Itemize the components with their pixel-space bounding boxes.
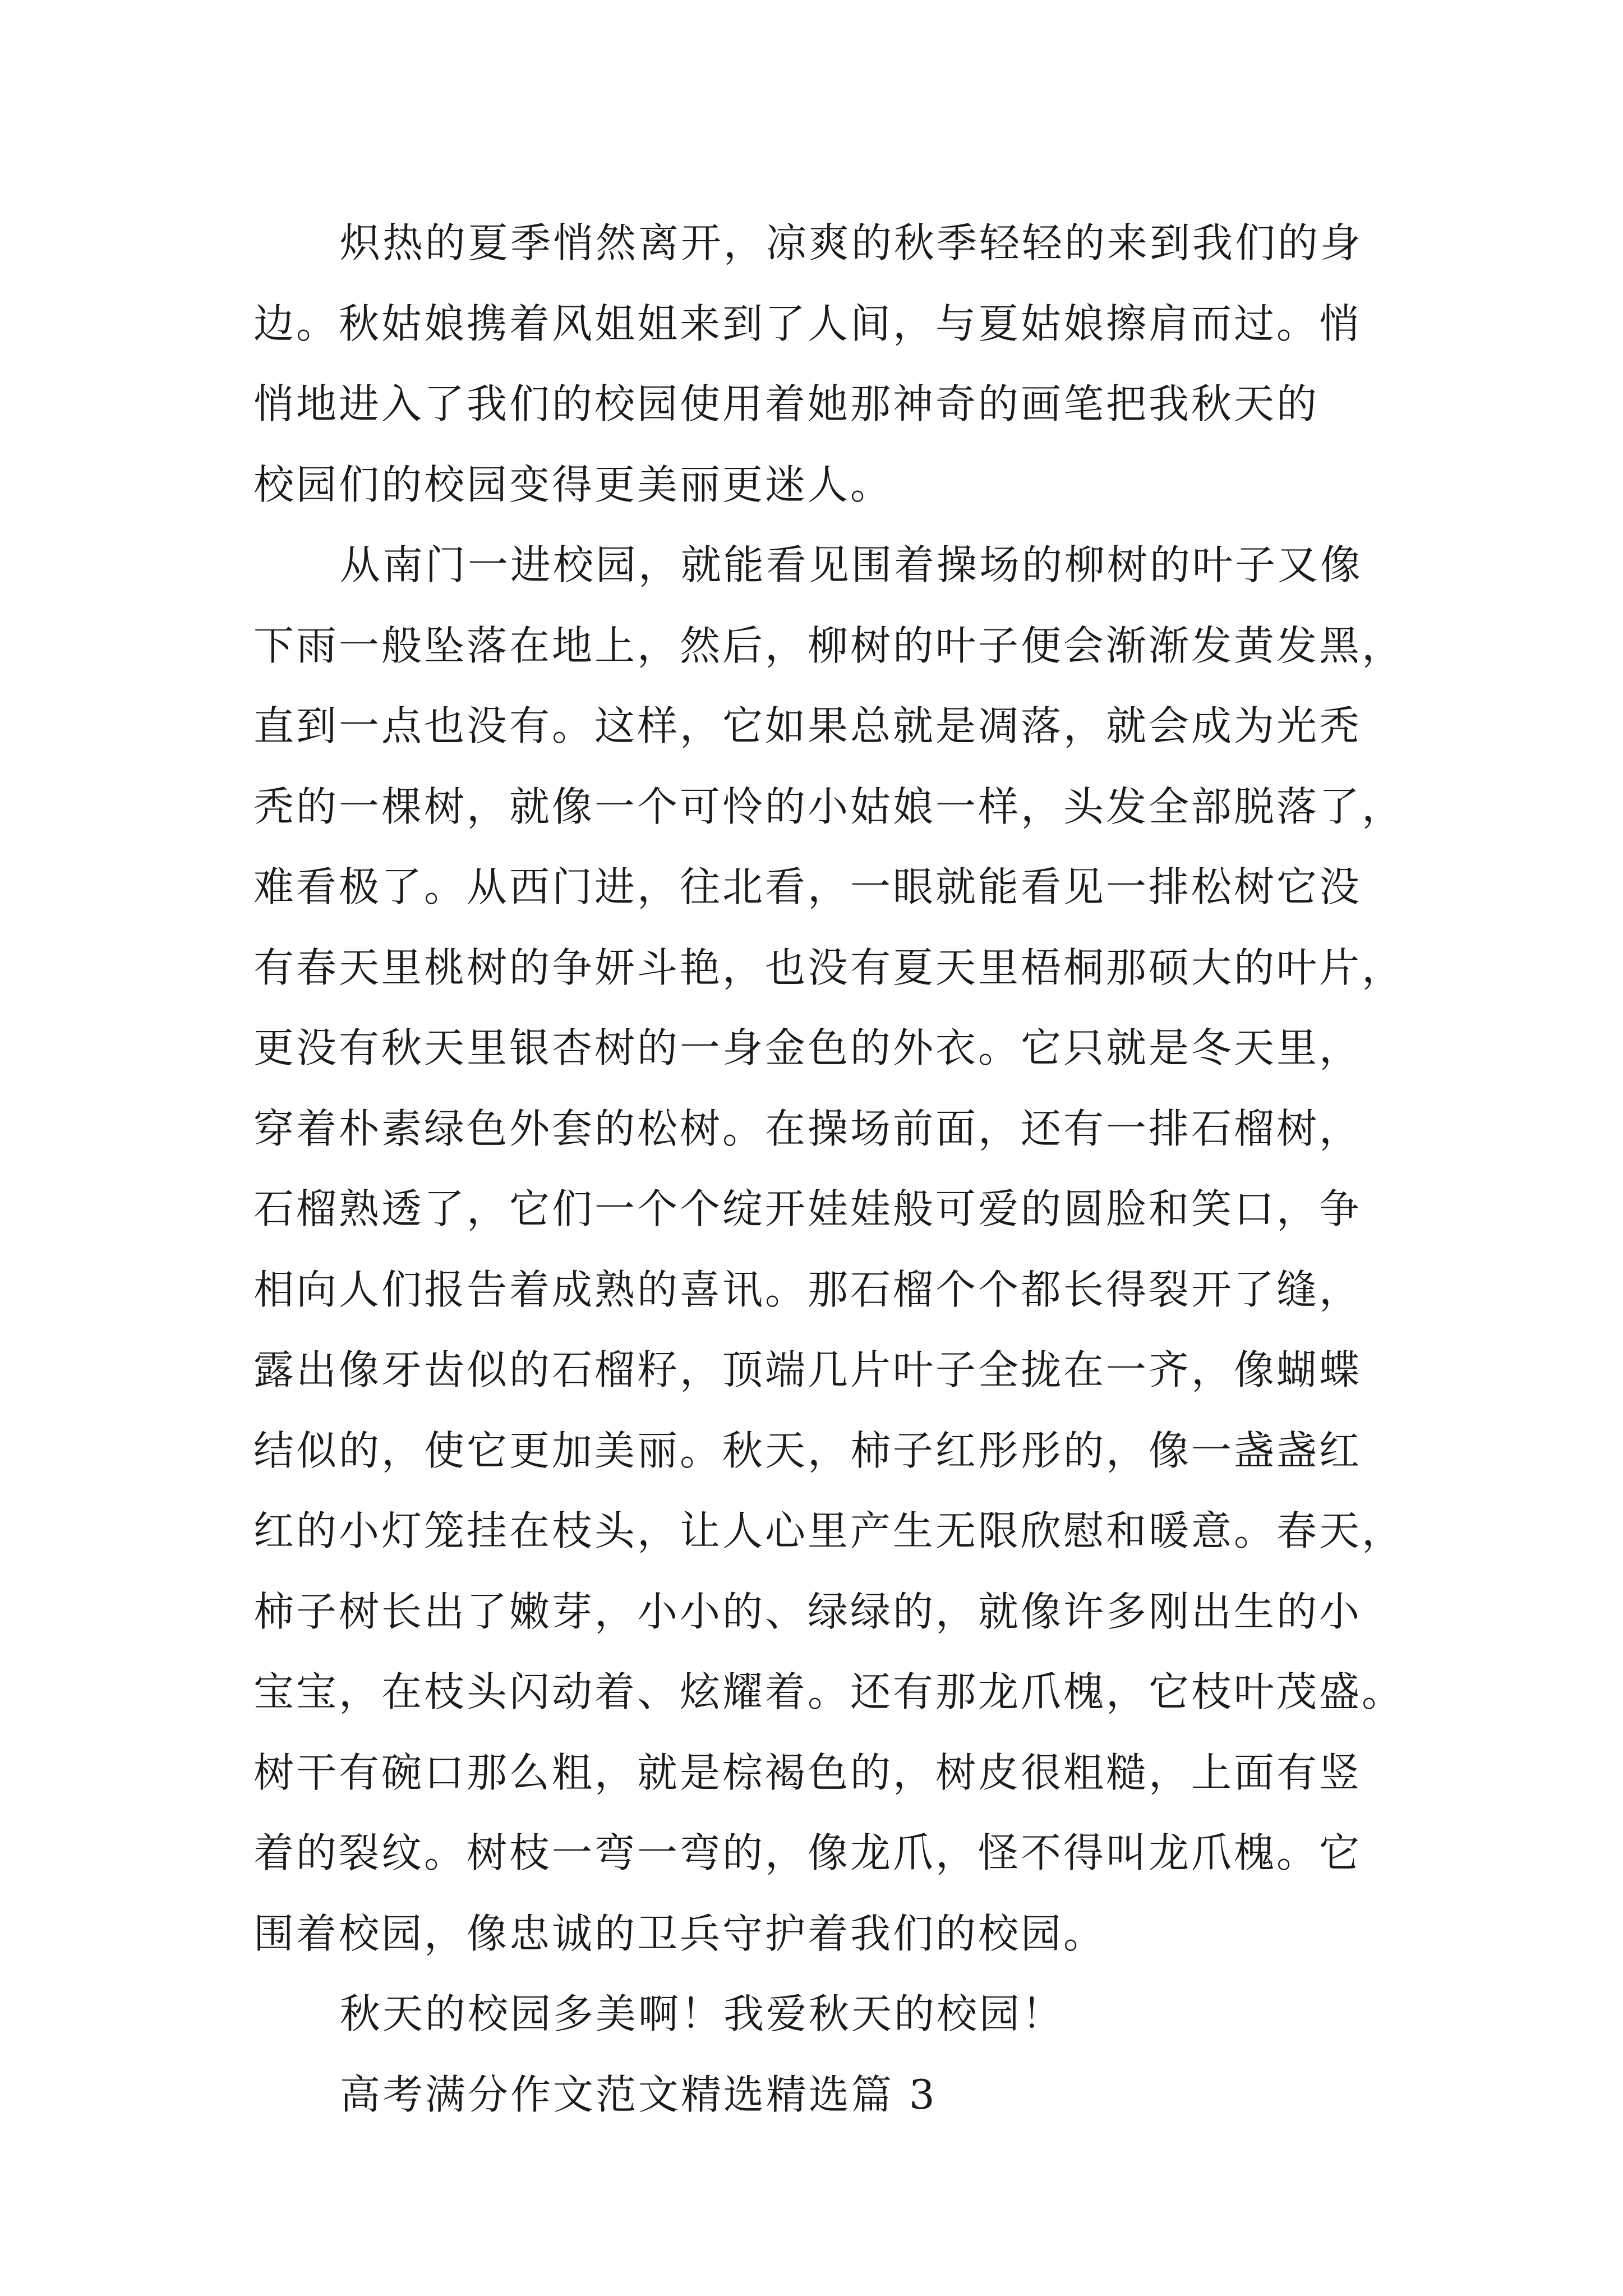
paragraph-3-line-1: 秋天的校园多美啊！我爱秋天的校园！ bbox=[340, 1990, 1065, 2037]
paragraph-2-line-8: 穿着朴素绿色外套的松树。在操场前面，还有一排石榴树， bbox=[253, 1105, 1362, 1152]
paragraph-2-line-18: 围着校园，像忠诚的卫兵守护着我们的校园。 bbox=[253, 1910, 1106, 1957]
paragraph-1-line-3: 悄地进入了我们的校园使用着她那神奇的画笔把我秋天的 bbox=[253, 380, 1320, 427]
paragraph-2-line-6: 有春天里桃树的争妍斗艳，也没有夏天里梧桐那硕大的叶片， bbox=[253, 944, 1405, 991]
paragraph-2-line-3: 直到一点也没有。这样，它如果总就是凋落，就会成为光秃 bbox=[253, 702, 1362, 749]
paragraph-2-line-14: 柿子树长出了嫩芽，小小的、绿绿的，就像许多刚出生的小 bbox=[253, 1588, 1362, 1635]
paragraph-1-line-4: 校园们的校园变得更美丽更迷人。 bbox=[253, 461, 893, 508]
paragraph-2-line-4: 秃的一棵树，就像一个可怜的小姑娘一样，头发全部脱落了， bbox=[253, 783, 1405, 830]
paragraph-2-line-15: 宝宝，在枝头闪动着、炫耀着。还有那龙爪槐，它枝叶茂盛。 bbox=[253, 1668, 1405, 1715]
paragraph-2-line-5: 难看极了。从西门进，往北看，一眼就能看见一排松树它没 bbox=[253, 863, 1362, 910]
paragraph-2-line-10: 相向人们报告着成熟的喜讯。那石榴个个都长得裂开了缝， bbox=[253, 1266, 1362, 1313]
paragraph-2-line-17: 着的裂纹。树枝一弯一弯的，像龙爪，怪不得叫龙爪槐。它 bbox=[253, 1829, 1362, 1876]
document-body bbox=[253, 203, 1405, 2135]
paragraph-2-line-1: 从南门一进校园，就能看见围着操场的柳树的叶子又像 bbox=[340, 541, 1363, 588]
paragraph-2-line-7: 更没有秋天里银杏树的一身金色的外衣。它只就是冬天里， bbox=[253, 1024, 1362, 1071]
paragraph-2-line-12: 结似的，使它更加美丽。秋天，柿子红彤彤的，像一盏盏红 bbox=[253, 1427, 1362, 1474]
paragraph-1-line-2: 边。秋姑娘携着风姐姐来到了人间，与夏姑娘擦肩而过。悄 bbox=[253, 300, 1362, 347]
paragraph-1-line-1: 炽热的夏季悄然离开，凉爽的秋季轻轻的来到我们的身 bbox=[340, 219, 1363, 266]
paragraph-2-line-13: 红的小灯笼挂在枝头，让人心里产生无限欣慰和暖意。春天， bbox=[253, 1507, 1405, 1554]
paragraph-2-line-2: 下雨一般坠落在地上，然后，柳树的叶子便会渐渐发黄发黑， bbox=[253, 622, 1405, 669]
paragraph-2-line-9: 石榴熟透了，它们一个个绽开娃娃般可爱的圆脸和笑口，争 bbox=[253, 1185, 1362, 1232]
paragraph-2-line-16: 树干有碗口那么粗，就是棕褐色的，树皮很粗糙，上面有竖 bbox=[253, 1749, 1362, 1796]
section-heading: 高考满分作文范文精选精选篇 3 bbox=[340, 2070, 937, 2118]
paragraph-2-line-11: 露出像牙齿似的石榴籽，顶端几片叶子全拢在一齐，像蝴蝶 bbox=[253, 1346, 1362, 1393]
